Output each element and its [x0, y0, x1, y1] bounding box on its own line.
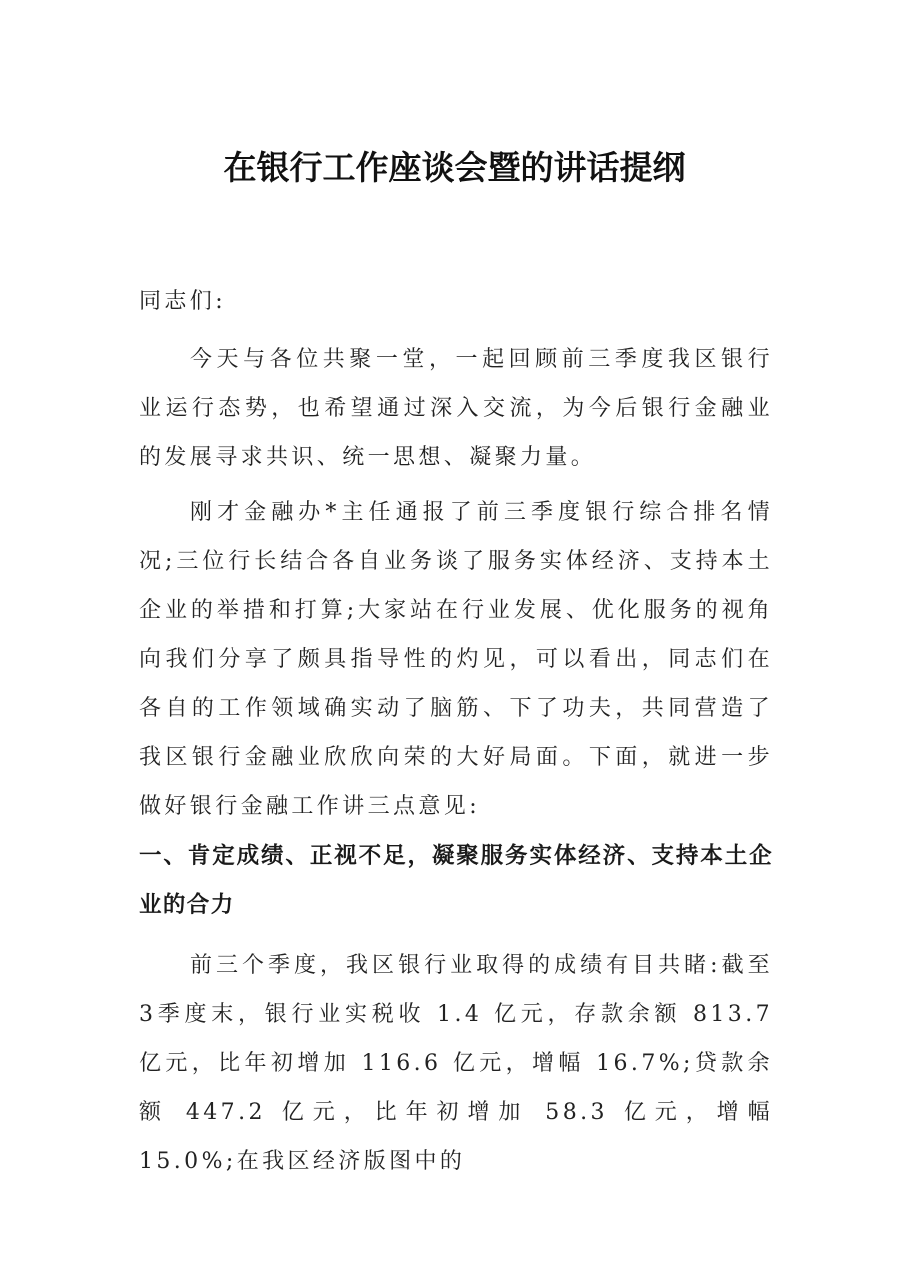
paragraph-achievements: 前三个季度，我区银行业取得的成绩有目共睹:截至 3季度末，银行业实税收 1.4 亿元，存款余额 813.7 亿元，比年初增加 116.6 亿元，增幅 16.7%;贷款余额 447.2 亿元，比年初增加 58.3 亿元，增幅 15.0%;在我区经济版图中的 [139, 953, 773, 1174]
paragraph-opening: 今天与各位共聚一堂，一起回顾前三季度我区银行业运行态势，也希望通过深入交流，为今后银行金融业的发展寻求共识、统一思想、凝聚力量。 [139, 347, 773, 470]
paragraph-summary: 刚才金融办*主任通报了前三季度银行综合排名情况;三位行长结合各自业务谈了服务实体经济、支持本土企业的举措和打算;大家站在行业发展、优化服务的视角向我们分享了颇具指导性的灼见，可以看出，同志们在各自的工作领域确实动了脑筋、下了功夫，共同营造了我区银行金融业欣欣向荣的大好局面。下面，就进一步做好银行金融工作讲三点意见: [139, 500, 773, 819]
document-title: 在银行工作座谈会暨的讲话提纲 [223, 148, 686, 187]
section-heading-1: 一、肯定成绩、正视不足，凝聚服务实体经济、支持本土企业的合力 [139, 843, 773, 918]
salutation: 同志们: [139, 289, 227, 314]
